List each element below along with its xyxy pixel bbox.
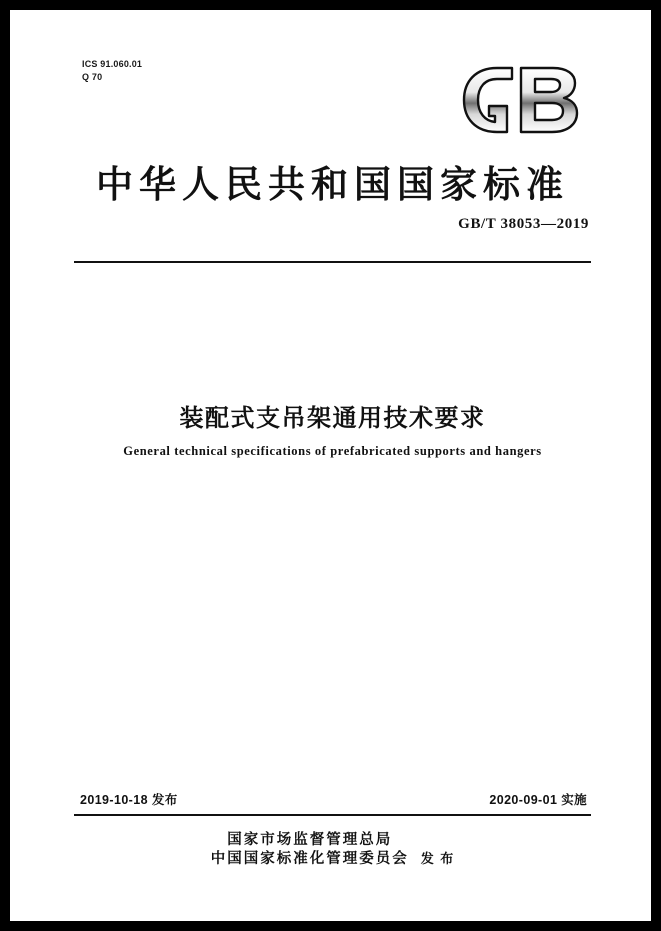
ics-code: ICS 91.060.01 bbox=[82, 59, 143, 69]
page-title: 中华人民共和国国家标准 bbox=[96, 162, 569, 206]
issue-date: 2019-10-18 发布 bbox=[80, 793, 178, 807]
document-page bbox=[10, 10, 651, 921]
implementation-date: 2020-09-01 实施 bbox=[489, 793, 587, 807]
divider-top bbox=[74, 261, 591, 263]
document-title-english: General technical specifications of prefabricated supports and hangers bbox=[123, 444, 542, 458]
classification-code: Q 70 bbox=[82, 72, 103, 82]
issuer-action-label: 发 布 bbox=[420, 852, 455, 867]
standard-number: GB/T 38053—2019 bbox=[458, 216, 589, 232]
issuer-line-1: 国家市场监督管理总局 bbox=[227, 831, 393, 848]
document-title: 装配式支吊架通用技术要求 bbox=[179, 403, 486, 432]
ics-block bbox=[82, 58, 142, 84]
issuer-line-2: 中国国家标准化管理委员会 bbox=[210, 850, 409, 867]
issuer-names bbox=[211, 830, 409, 868]
divider-bottom bbox=[74, 814, 591, 816]
cover-content bbox=[72, 48, 593, 888]
gb-logo-icon bbox=[455, 62, 587, 138]
issuer-block bbox=[72, 830, 593, 868]
